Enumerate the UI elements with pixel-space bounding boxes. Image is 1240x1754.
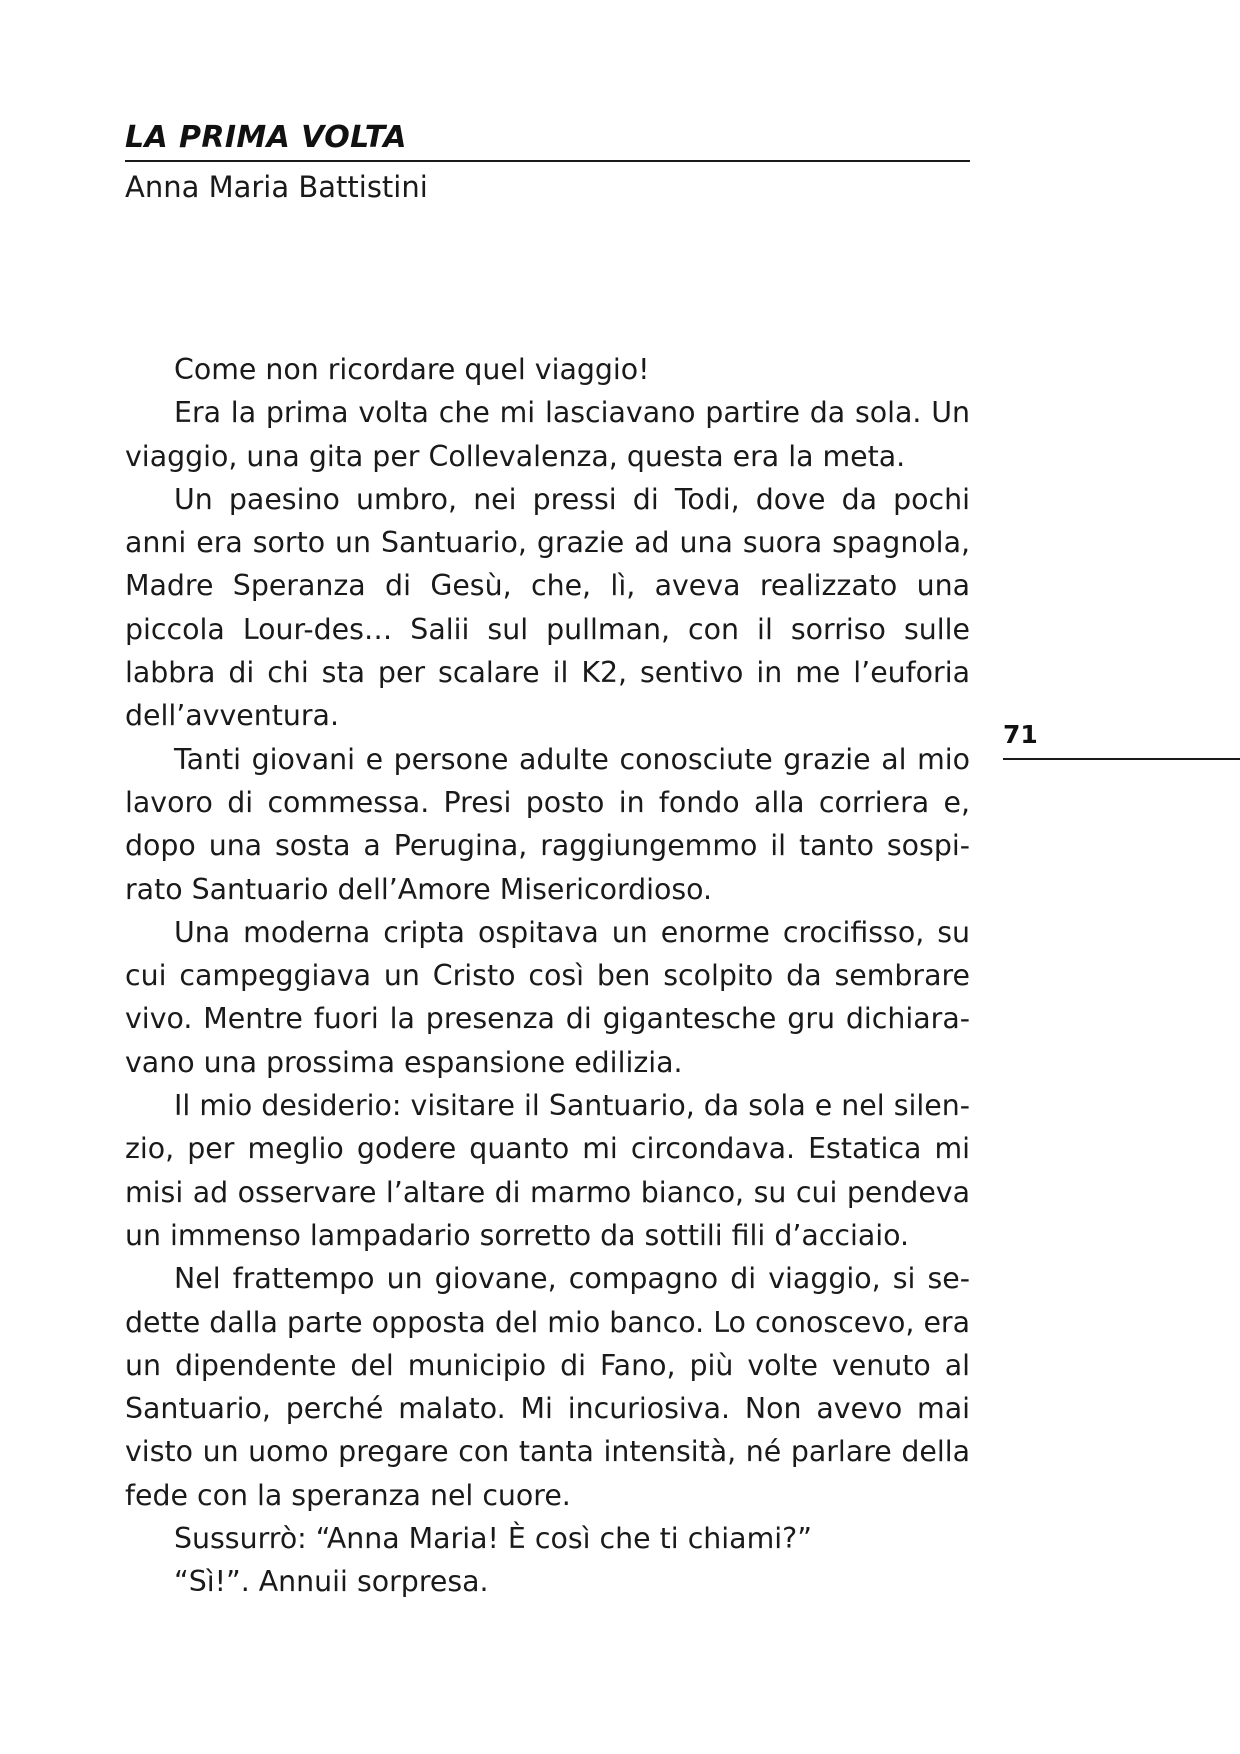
body-paragraph: Il mio desiderio: visitare il Santuario, da sola e nel silen-zio, per meglio godere quanto mi circondava. Estatica mi misi ad osservare l’altare di marmo bianco, su cui pendeva un immenso lampadario sorretto da sottili fili d’acciaio. [125,1089,970,1252]
body-paragraph: Era la prima volta che mi lasciavano partire da sola. Un viaggio, una gita per Collevalenza, questa era la meta. [125,396,970,473]
folio [1000,722,1240,747]
body-paragraph: Nel frattempo un giovane, compagno di viaggio, si se-dette dalla parte opposta del mio banco. Lo conoscevo, era un dipendente del municipio di Fano, più volte venuto al Santuario, perché malato. Mi incuriosiva. Non avevo mai visto un uomo pregare con tanta intensità, né parlare della fede con la speranza nel cuore. [125,1262,970,1512]
body-paragraph: Sussurrò: “Anna Maria! È così che ti chiami?” [174,1522,812,1556]
body-paragraph: Come non ricordare quel viaggio! [174,353,650,386]
folio-divider [1003,758,1240,760]
page-title: LA PRIMA VOLTA [125,120,407,155]
title-divider [125,160,970,162]
author-name: Anna Maria Battistini [125,170,428,205]
body-paragraph: Tanti giovani e persone adulte conosciute grazie al mio lavoro di commessa. Presi posto in fondo alla corriera e, dopo una sosta a Perugina, raggiungemmo il tanto sospi-rato Santuario dell’Amore Misericordioso. [125,742,970,906]
body-text [125,348,970,1604]
body-paragraph: Un paesino umbro, nei pressi di Todi, dove da pochi anni era sorto un Santuario, grazie ad una suora spagnola, Madre Speranza di Gesù, che, lì, aveva realizzato una piccola Lour-des… Salii sul pullman, con il sorriso sulle labbra di chi sta per scalare il K2, sentivo in me l’euforia dell’avventura. [125,482,970,733]
body-paragraph: Una moderna cripta ospitava un enorme crocifisso, su cui campeggiava un Cristo così ben scolpito da sembrare vivo. Mentre fuori la presenza di gigantesche gru dichiara-vano una prossima espansione edilizia. [125,915,970,1079]
body-paragraph: “Sì!”. Annuii sorpresa. [174,1565,489,1599]
page-number: 71 [1003,720,1038,749]
article-header [125,122,970,205]
